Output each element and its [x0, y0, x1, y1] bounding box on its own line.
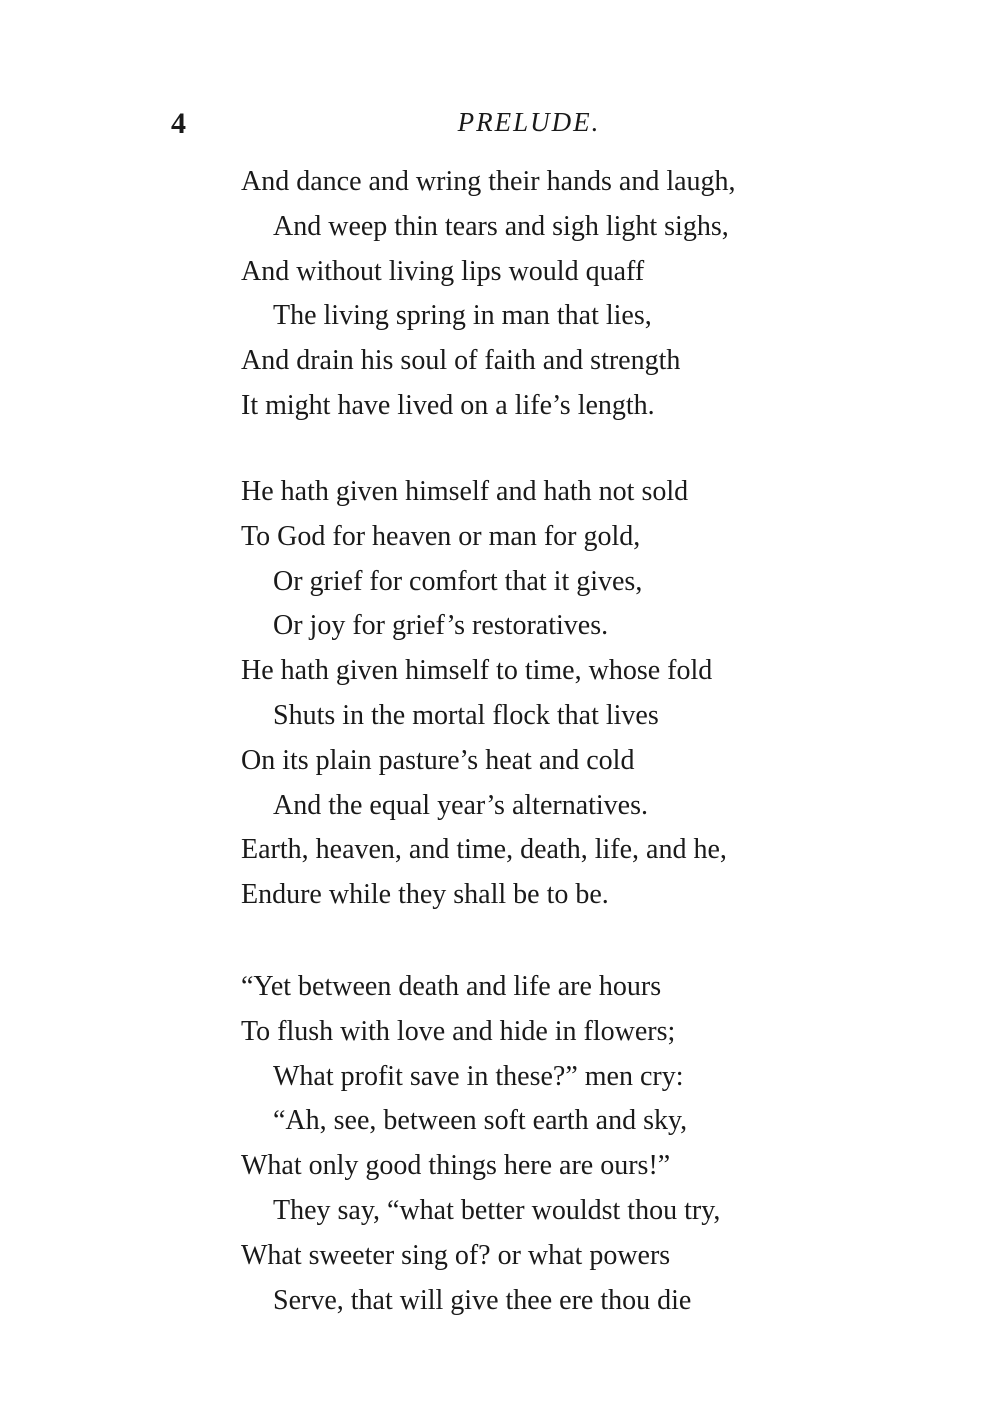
page-number: 4 — [171, 107, 186, 140]
stanza-1 — [241, 160, 736, 429]
verse-line: Shuts in the mortal flock that lives — [273, 699, 659, 731]
verse-line: The living spring in man that lies, — [273, 300, 652, 332]
verse-line: Endure while they shall be to be. — [241, 879, 609, 911]
verse-line: What only good things here are ours!” — [241, 1150, 671, 1182]
verse-line: What profit save in these?” men cry: — [273, 1060, 684, 1092]
verse-line: Earth, heaven, and time, death, life, and he, — [241, 834, 727, 866]
verse-line: What sweeter sing of? or what powers — [241, 1239, 671, 1271]
verse-line: And weep thin tears and sigh light sighs, — [273, 210, 729, 242]
verse-line: He hath given himself to time, whose fold — [241, 655, 713, 687]
running-title: PRELUDE. — [457, 107, 601, 137]
verse-line: And without living lips would quaff — [241, 255, 645, 287]
stanza-3 — [241, 965, 720, 1323]
verse-line: They say, “what better wouldst thou try, — [273, 1194, 721, 1226]
verse-line: And dance and wring their hands and laugh, — [241, 166, 736, 197]
verse-line: And drain his soul of faith and strength — [241, 345, 681, 377]
stanza-2 — [241, 470, 727, 918]
verse-line: Serve, that will give thee ere thou die — [273, 1284, 692, 1316]
verse-line: And the equal year’s alternatives. — [273, 789, 649, 821]
verse-line: He hath given himself and hath not sold — [241, 476, 689, 507]
verse-line: “Yet between death and life are hours — [241, 971, 662, 1002]
verse-line: It might have lived on a life’s length. — [241, 389, 655, 421]
verse-line: Or grief for comfort that it gives, — [273, 565, 643, 597]
verse-line: “Ah, see, between soft earth and sky, — [273, 1105, 688, 1137]
verse-line: To flush with love and hide in flowers; — [241, 1015, 676, 1047]
verse-line: Or joy for grief’s restoratives. — [273, 610, 609, 642]
verse-line: To God for heaven or man for gold, — [241, 520, 641, 552]
verse-line: On its plain pasture’s heat and cold — [241, 744, 635, 776]
